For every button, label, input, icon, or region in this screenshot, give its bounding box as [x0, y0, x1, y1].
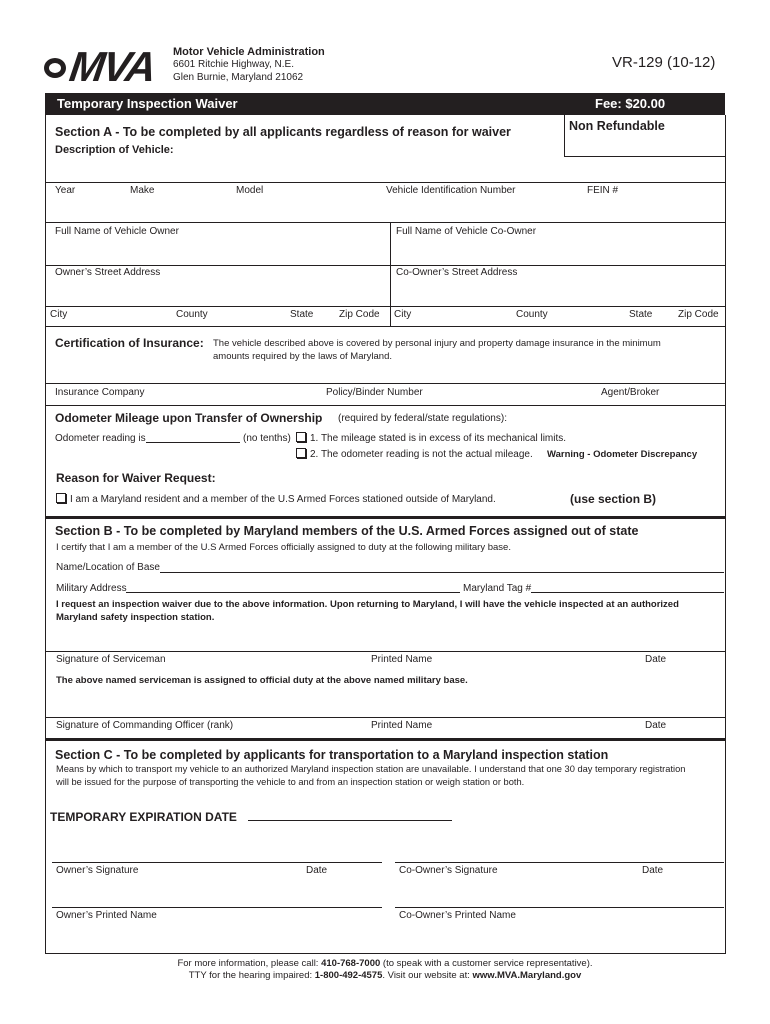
- insurance-text-1: The vehicle described above is covered by personal injury and property damage insurance in the minimum: [213, 338, 661, 349]
- odometer-option-1[interactable]: [296, 432, 566, 444]
- logo-emblem-icon: [44, 58, 66, 78]
- section-c-text-1: Means by which to transport my vehicle to an authorized Maryland inspection station are unavailable. I understand that one 30 day temporary registration: [56, 764, 686, 774]
- coowner-date-label: Date: [642, 865, 664, 876]
- section-b-certify: I certify that I am a member of the U.S Armed Forces officially assigned to duty at the following military base.: [56, 542, 511, 553]
- section-c-heading: Section C - To be completed by applicants for transportation to a Maryland inspection station: [55, 748, 609, 762]
- expiration-field[interactable]: [248, 820, 452, 821]
- reason-heading: Reason for Waiver Request:: [56, 471, 216, 485]
- base-field[interactable]: [160, 572, 724, 573]
- checkbox-icon[interactable]: [296, 448, 306, 458]
- footer-line-2: [0, 970, 770, 981]
- coowner-signature-label: Co-Owner’s Signature: [399, 865, 498, 876]
- section-b-request-2: Maryland safety inspection station.: [56, 612, 215, 623]
- city-label: City: [50, 309, 68, 320]
- county2-label: County: [516, 309, 548, 320]
- form-number: VR-129 (10-12): [612, 54, 716, 71]
- military-address-label: Military Address: [56, 583, 127, 594]
- odometer-reading-label: Odometer reading is: [55, 433, 146, 444]
- make-label: Make: [130, 185, 155, 196]
- owner-name-label: Full Name of Vehicle Owner: [55, 226, 179, 237]
- section-b-assigned: The above named serviceman is assigned to official duty at the above named military base.: [56, 675, 468, 686]
- state-label: State: [290, 309, 314, 320]
- insurance-text-2: amounts required by the laws of Maryland.: [213, 351, 393, 362]
- coowner-name-label: Full Name of Vehicle Co-Owner: [396, 226, 537, 237]
- odometer-heading-note: (required by federal/state regulations):: [338, 413, 507, 424]
- reason-option[interactable]: [56, 493, 496, 505]
- odometer-option-2-label: 2. The odometer reading is not the actual mileage.: [310, 449, 533, 460]
- form-title: Temporary Inspection Waiver: [57, 96, 238, 111]
- serviceman-printed-name-label: Printed Name: [371, 654, 433, 665]
- footer-line-2-mid: . Visit our website at:: [382, 970, 473, 981]
- serviceman-signature-label: Signature of Serviceman: [56, 654, 166, 665]
- checkbox-icon[interactable]: [56, 493, 66, 503]
- footer-line-1: [0, 958, 770, 969]
- section-a-heading: Section A - To be completed by all applicants regardless of reason for waiver: [55, 125, 511, 139]
- vin-label: Vehicle Identification Number: [386, 185, 516, 196]
- county-label: County: [176, 309, 208, 320]
- owner-signature-label: Owner’s Signature: [56, 865, 139, 876]
- footer-tty: 1-800-492-4575: [314, 970, 383, 981]
- title-bar: [45, 93, 725, 115]
- maryland-tag-field[interactable]: [531, 592, 724, 593]
- city2-label: City: [394, 309, 412, 320]
- zip2-label: Zip Code: [678, 309, 719, 320]
- model-label: Model: [236, 185, 264, 196]
- serviceman-date-label: Date: [645, 654, 667, 665]
- owner-printed-name-label: Owner’s Printed Name: [56, 910, 157, 921]
- footer-website[interactable]: www.MVA.Maryland.gov: [472, 970, 582, 981]
- description-label: Description of Vehicle:: [55, 144, 174, 156]
- owner-date-label: Date: [306, 865, 328, 876]
- non-refundable-label: Non Refundable: [569, 119, 665, 133]
- coowner-address-label: Co-Owner’s Street Address: [396, 267, 518, 278]
- state2-label: State: [629, 309, 653, 320]
- officer-date-label: Date: [645, 720, 667, 731]
- odometer-option-1-label: 1. The mileage stated is in excess of its mechanical limits.: [310, 433, 567, 444]
- owner-address-label: Owner’s Street Address: [55, 267, 161, 278]
- footer-line-1-pre: For more information, please call:: [177, 958, 322, 969]
- non-refundable-box: [564, 115, 725, 157]
- policy-number-label: Policy/Binder Number: [326, 387, 423, 398]
- no-tenths-label: (no tenths): [243, 433, 291, 444]
- maryland-tag-label: Maryland Tag #: [463, 583, 532, 594]
- insurance-company-label: Insurance Company: [55, 387, 145, 398]
- agency-address-2: Glen Burnie, Maryland 21062: [173, 72, 304, 83]
- agency-address-1: 6601 Ritchie Highway, N.E.: [173, 59, 294, 70]
- expiration-label: TEMPORARY EXPIRATION DATE: [50, 810, 237, 824]
- section-b-heading: Section B - To be completed by Maryland members of the U.S. Armed Forces assigned out of state: [55, 524, 639, 538]
- fee-label: Fee: $20.00: [595, 96, 666, 111]
- officer-printed-name-label: Printed Name: [371, 720, 433, 731]
- footer-line-1-post: (to speak with a customer service representative).: [380, 958, 593, 969]
- agency-name: Motor Vehicle Administration: [173, 46, 325, 58]
- use-section-b-note: (use section B): [570, 492, 657, 506]
- base-label: Name/Location of Base: [56, 562, 160, 573]
- odometer-option-2[interactable]: [296, 448, 533, 460]
- checkbox-icon[interactable]: [296, 432, 306, 442]
- footer-line-2-pre: TTY for the hearing impaired:: [188, 970, 315, 981]
- military-address-field[interactable]: [126, 592, 460, 593]
- logo-text: MVA: [66, 43, 158, 90]
- fein-label: FEIN #: [587, 185, 619, 196]
- footer-phone: 410-768-7000: [321, 958, 381, 969]
- agent-broker-label: Agent/Broker: [601, 387, 660, 398]
- insurance-heading: Certification of Insurance:: [55, 336, 204, 350]
- section-c-text-2: will be issued for the purpose of transporting the vehicle to and from an inspection station or weigh station or both.: [56, 777, 525, 787]
- reason-option-label: I am a Maryland resident and a member of the U.S Armed Forces stationed outside of Maryland.: [70, 494, 496, 505]
- odometer-heading: Odometer Mileage upon Transfer of Ownership: [55, 411, 323, 425]
- section-b-request-1: I request an inspection waiver due to the above information. Upon returning to Maryland, I will have the vehicle inspected at an authorized: [56, 599, 679, 610]
- odometer-reading-field[interactable]: [146, 442, 240, 443]
- coowner-printed-name-label: Co-Owner’s Printed Name: [399, 910, 516, 921]
- year-label: Year: [55, 185, 76, 196]
- odometer-warning: Warning - Odometer Discrepancy: [547, 449, 698, 460]
- officer-signature-label: Signature of Commanding Officer (rank): [56, 720, 234, 731]
- zip-label: Zip Code: [339, 309, 380, 320]
